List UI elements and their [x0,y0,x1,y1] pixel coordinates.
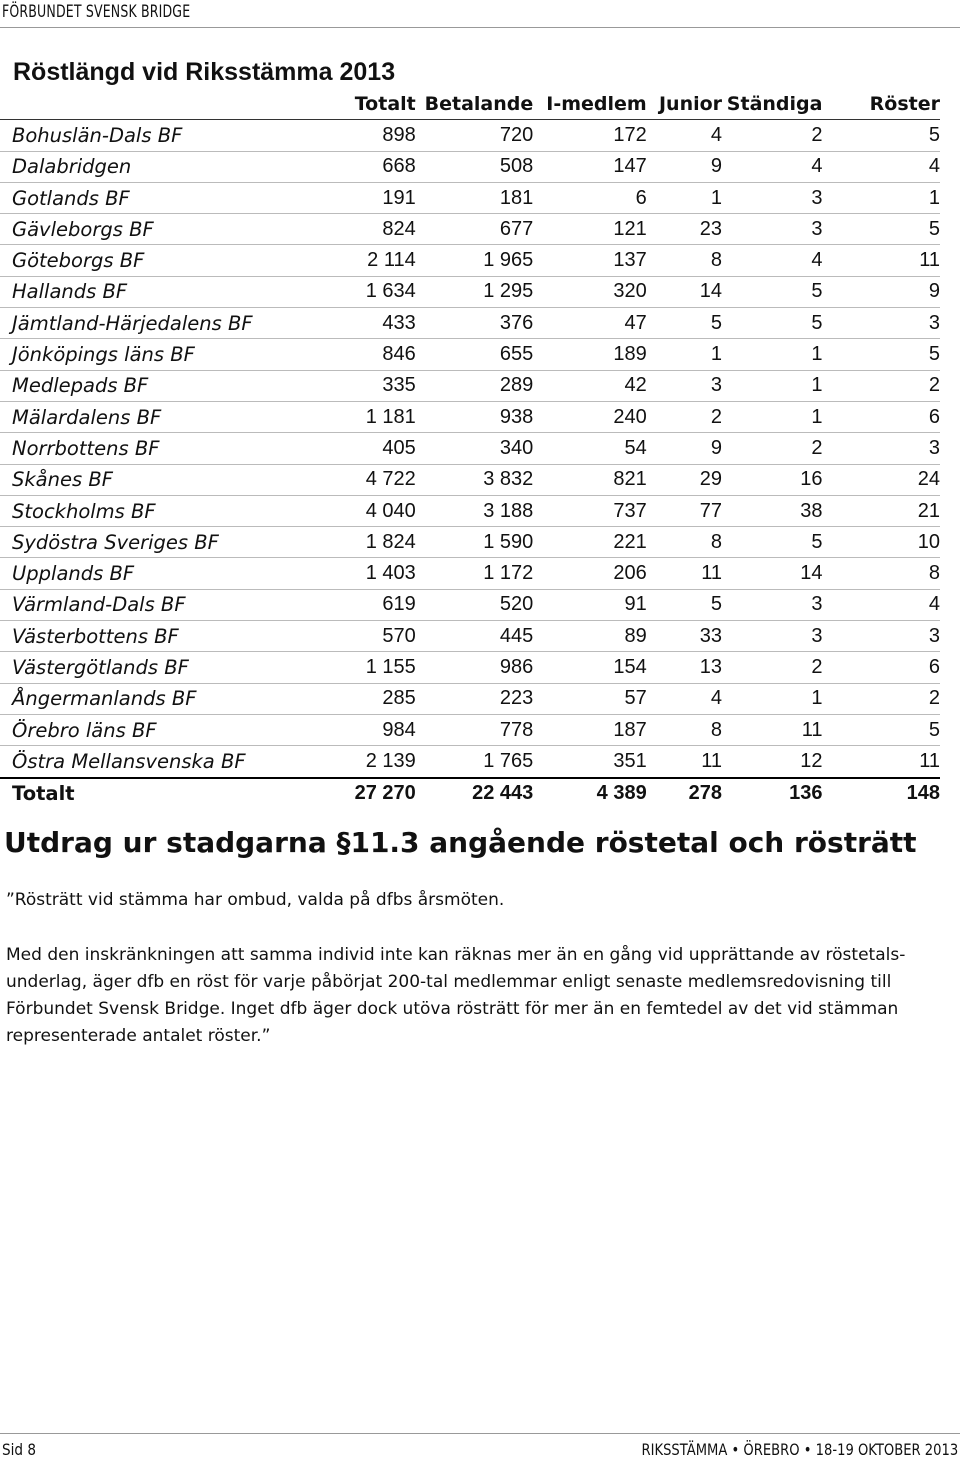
table-row [0,495,940,526]
quote-line: ”Rösträtt vid stämma har ombud, valda på dfbs årsmöten. [6,890,505,910]
table-cell: 846 [329,339,415,370]
table-cell: 6 [822,401,940,432]
table-cell: 9 [647,433,722,464]
table-cell: 206 [533,558,646,589]
table-cell: 11 [822,245,940,276]
table-cell: 405 [329,433,415,464]
table-cell: 223 [416,683,534,714]
event-info: RIKSSTÄMMA • ÖREBRO • 18-19 OKTOBER 2013 [641,1440,958,1459]
table-cell: 2 [822,370,940,401]
district-name: Göteborgs BF [0,245,329,276]
table-cell: 445 [416,621,534,652]
table-cell: 1 965 [416,245,534,276]
total-cell: 4 389 [533,778,646,809]
table-cell: 11 [722,714,822,745]
table-cell: 1 [822,182,940,213]
table-cell: 3 188 [416,495,534,526]
table-row [0,558,940,589]
table-cell: 5 [722,527,822,558]
table-cell: 3 [822,433,940,464]
table-cell: 4 [722,245,822,276]
district-name: Bohuslän-Dals BF [0,120,329,151]
table-cell: 4 722 [329,464,415,495]
footer-divider [0,1433,960,1434]
table-cell: 8 [647,245,722,276]
page-title: Röstlängd vid Riksstämma 2013 [13,58,396,86]
table-cell: 29 [647,464,722,495]
table-cell: 720 [416,120,534,151]
district-name: Medlepads BF [0,370,329,401]
table-cell: 2 [822,683,940,714]
total-cell: 22 443 [416,778,534,809]
table-cell: 57 [533,683,646,714]
table-row [0,151,940,182]
table-cell: 91 [533,589,646,620]
table-cell: 11 [647,558,722,589]
header-divider [0,27,960,28]
table-row [0,714,940,745]
table-cell: 181 [416,182,534,213]
table-cell: 14 [722,558,822,589]
table-cell: 187 [533,714,646,745]
table-cell: 5 [722,276,822,307]
table-cell: 655 [416,339,534,370]
column-header: I-medlem [546,93,647,116]
district-name: Västergötlands BF [0,652,329,683]
table-cell: 3 832 [416,464,534,495]
table-row [0,464,940,495]
table-cell: 3 [722,182,822,213]
total-cell: 148 [822,778,940,809]
table-row [0,214,940,245]
table-cell: 677 [416,214,534,245]
table-cell: 147 [533,151,646,182]
table-row [0,652,940,683]
table-row [0,683,940,714]
column-header: Röster [869,93,940,116]
table-cell: 9 [647,151,722,182]
table-cell: 1 [647,339,722,370]
table-cell: 778 [416,714,534,745]
table-cell: 2 114 [329,245,415,276]
table-cell: 172 [533,120,646,151]
table-row [0,621,940,652]
table-cell: 2 139 [329,746,415,778]
table-cell: 8 [822,558,940,589]
table-cell: 619 [329,589,415,620]
table-cell: 4 [647,683,722,714]
table-cell: 5 [822,714,940,745]
table-cell: 54 [533,433,646,464]
table-cell: 898 [329,120,415,151]
table-cell: 2 [722,433,822,464]
table-cell: 2 [722,120,822,151]
table-cell: 285 [329,683,415,714]
table-row [0,589,940,620]
column-header: Ständiga [726,93,823,116]
table-cell: 4 040 [329,495,415,526]
total-row [0,778,940,809]
table-row [0,433,940,464]
total-cell: 136 [722,778,822,809]
table-cell: 10 [822,527,940,558]
district-name: Värmland-Dals BF [0,589,329,620]
table-cell: 89 [533,621,646,652]
table-cell: 5 [822,339,940,370]
table-cell: 8 [647,527,722,558]
district-name: Västerbottens BF [0,621,329,652]
table-cell: 1 824 [329,527,415,558]
table-cell: 2 [722,652,822,683]
table-cell: 6 [822,652,940,683]
table-cell: 824 [329,214,415,245]
table-cell: 938 [416,401,534,432]
vote-table [0,89,940,809]
table-cell: 3 [822,308,940,339]
section-heading: Utdrag ur stadgarna §11.3 angående röstetal och rösträtt [4,826,917,859]
table-cell: 11 [822,746,940,778]
table-cell: 77 [647,495,722,526]
table-cell: 986 [416,652,534,683]
table-cell: 1 [722,370,822,401]
table-cell: 1 155 [329,652,415,683]
table-cell: 5 [647,589,722,620]
table-cell: 9 [822,276,940,307]
table-cell: 47 [533,308,646,339]
table-cell: 1 [722,683,822,714]
district-name: Hallands BF [0,276,329,307]
table-cell: 191 [329,182,415,213]
district-name: Östra Mellansvenska BF [0,746,329,778]
table-cell: 21 [822,495,940,526]
table-cell: 42 [533,370,646,401]
district-name: Stockholms BF [0,495,329,526]
table-cell: 3 [722,214,822,245]
table-cell: 351 [533,746,646,778]
district-name: Ångermanlands BF [0,683,329,714]
table-row [0,339,940,370]
table-cell: 4 [647,120,722,151]
table-row [0,370,940,401]
table-cell: 1 765 [416,746,534,778]
table-cell: 335 [329,370,415,401]
table-cell: 340 [416,433,534,464]
table-cell: 12 [722,746,822,778]
table-cell: 570 [329,621,415,652]
table-cell: 24 [822,464,940,495]
table-cell: 737 [533,495,646,526]
table-cell: 3 [647,370,722,401]
table-header-row [0,89,940,120]
table-row [0,527,940,558]
page-number: Sid 8 [2,1440,37,1459]
table-cell: 1 295 [416,276,534,307]
table-cell: 1 [647,182,722,213]
table-cell: 23 [647,214,722,245]
district-name: Dalabridgen [0,151,329,182]
table-cell: 1 590 [416,527,534,558]
table-cell: 6 [533,182,646,213]
table-cell: 1 [722,401,822,432]
district-name: Sydöstra Sveriges BF [0,527,329,558]
table-cell: 137 [533,245,646,276]
table-row [0,746,940,778]
table-cell: 433 [329,308,415,339]
table-cell: 1 634 [329,276,415,307]
table-cell: 4 [822,151,940,182]
header-organization: FÖRBUNDET SVENSK BRIDGE [2,2,191,22]
table-cell: 289 [416,370,534,401]
table-cell: 16 [722,464,822,495]
body-paragraph: Med den inskränkningen att samma individ inte kan räknas mer än en gång vid upprättande av röstetals-underlag, äger dfb en röst för varje påbörjat 200-tal medlemmar enligt senaste medlemsredovisning till Förbundet Svensk Bridge. Inget dfb äger dock utöva rösträtt för mer än en femtedel av det vid stämman representerade antalet röster.” [6,945,906,1046]
district-name: Skånes BF [0,464,329,495]
table-cell: 221 [533,527,646,558]
table-cell: 508 [416,151,534,182]
column-header: Betalande [424,93,534,116]
table-cell: 4 [822,589,940,620]
table-cell: 33 [647,621,722,652]
table-cell: 376 [416,308,534,339]
table-cell: 3 [822,621,940,652]
table-cell: 1 403 [329,558,415,589]
district-name: Norrbottens BF [0,433,329,464]
table-cell: 1 [722,339,822,370]
column-header: Totalt [354,93,416,116]
district-name: Jönköpings läns BF [0,339,329,370]
table-cell: 8 [647,714,722,745]
table-cell: 5 [822,214,940,245]
table-row [0,401,940,432]
table-cell: 121 [533,214,646,245]
table-cell: 821 [533,464,646,495]
table-cell: 240 [533,401,646,432]
table-cell: 520 [416,589,534,620]
table-cell: 13 [647,652,722,683]
district-name: Upplands BF [0,558,329,589]
table-cell: 14 [647,276,722,307]
table-row [0,276,940,307]
table-cell: 154 [533,652,646,683]
table-row [0,245,940,276]
table-cell: 1 172 [416,558,534,589]
table-cell: 189 [533,339,646,370]
total-label: Totalt [0,778,329,809]
district-name: Jämtland-Härjedalens BF [0,308,329,339]
table-row [0,182,940,213]
table-row [0,308,940,339]
table-cell: 3 [722,621,822,652]
table-cell: 320 [533,276,646,307]
column-header: Junior [658,93,723,116]
total-cell: 278 [647,778,722,809]
table-cell: 5 [722,308,822,339]
table-cell: 1 181 [329,401,415,432]
total-cell: 27 270 [329,778,415,809]
district-name: Gävleborgs BF [0,214,329,245]
table-cell: 4 [722,151,822,182]
table-cell: 2 [647,401,722,432]
column-header-district [0,89,329,120]
district-name: Gotlands BF [0,182,329,213]
table-cell: 38 [722,495,822,526]
table-cell: 3 [722,589,822,620]
table-row [0,120,940,151]
table-cell: 11 [647,746,722,778]
table-cell: 5 [822,120,940,151]
table-cell: 5 [647,308,722,339]
district-name: Örebro läns BF [0,714,329,745]
table-cell: 668 [329,151,415,182]
table-cell: 984 [329,714,415,745]
district-name: Mälardalens BF [0,401,329,432]
